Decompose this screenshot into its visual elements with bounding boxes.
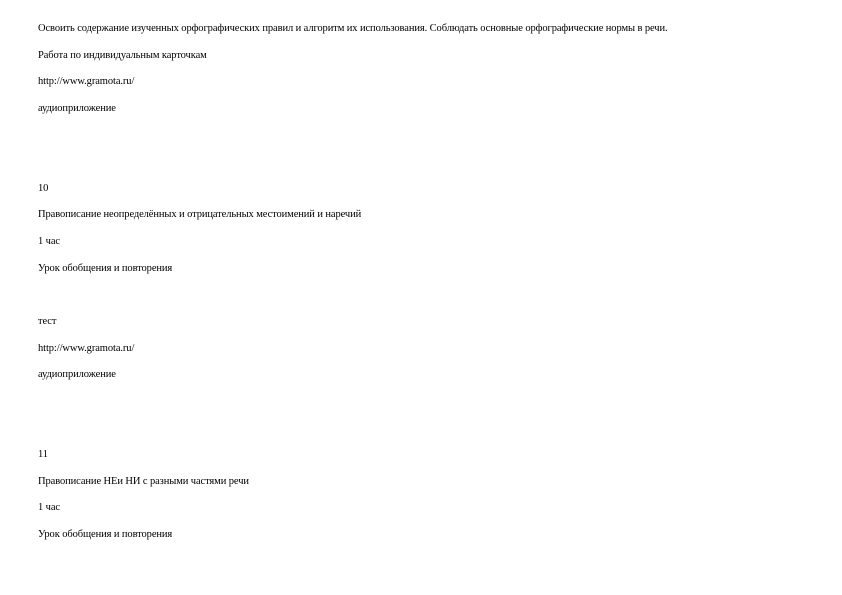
lesson-number-11: 11 — [38, 449, 48, 460]
lesson-topic-11: Правописание НЕи НИ с разными частями речи — [38, 476, 249, 487]
link-gramota-2[interactable]: http://www.gramota.ru/ — [38, 343, 135, 354]
lesson-topic-10: Правописание неопределённых и отрицательных местоимений и наречий — [38, 209, 362, 220]
lesson-hours-10: 1 час — [38, 236, 60, 247]
lesson-type-10: Урок обобщения и повторения — [38, 263, 173, 274]
link-gramota-1[interactable]: http://www.gramota.ru/ — [38, 76, 135, 87]
text-work-cards: Работа по индивидуальным карточкам — [38, 50, 207, 61]
text-test: тест — [38, 316, 57, 327]
text-goal-line: Освоить содержание изученных орфографических правил и алгоритм их использования. Соблюдать основные орфографические нормы в речи. — [38, 23, 668, 34]
lesson-hours-11: 1 час — [38, 502, 60, 513]
text-audio-1: аудиоприложение — [38, 103, 116, 114]
lesson-type-11: Урок обобщения и повторения — [38, 529, 173, 540]
lesson-number-10: 10 — [38, 183, 49, 194]
text-audio-2: аудиоприложение — [38, 369, 116, 380]
